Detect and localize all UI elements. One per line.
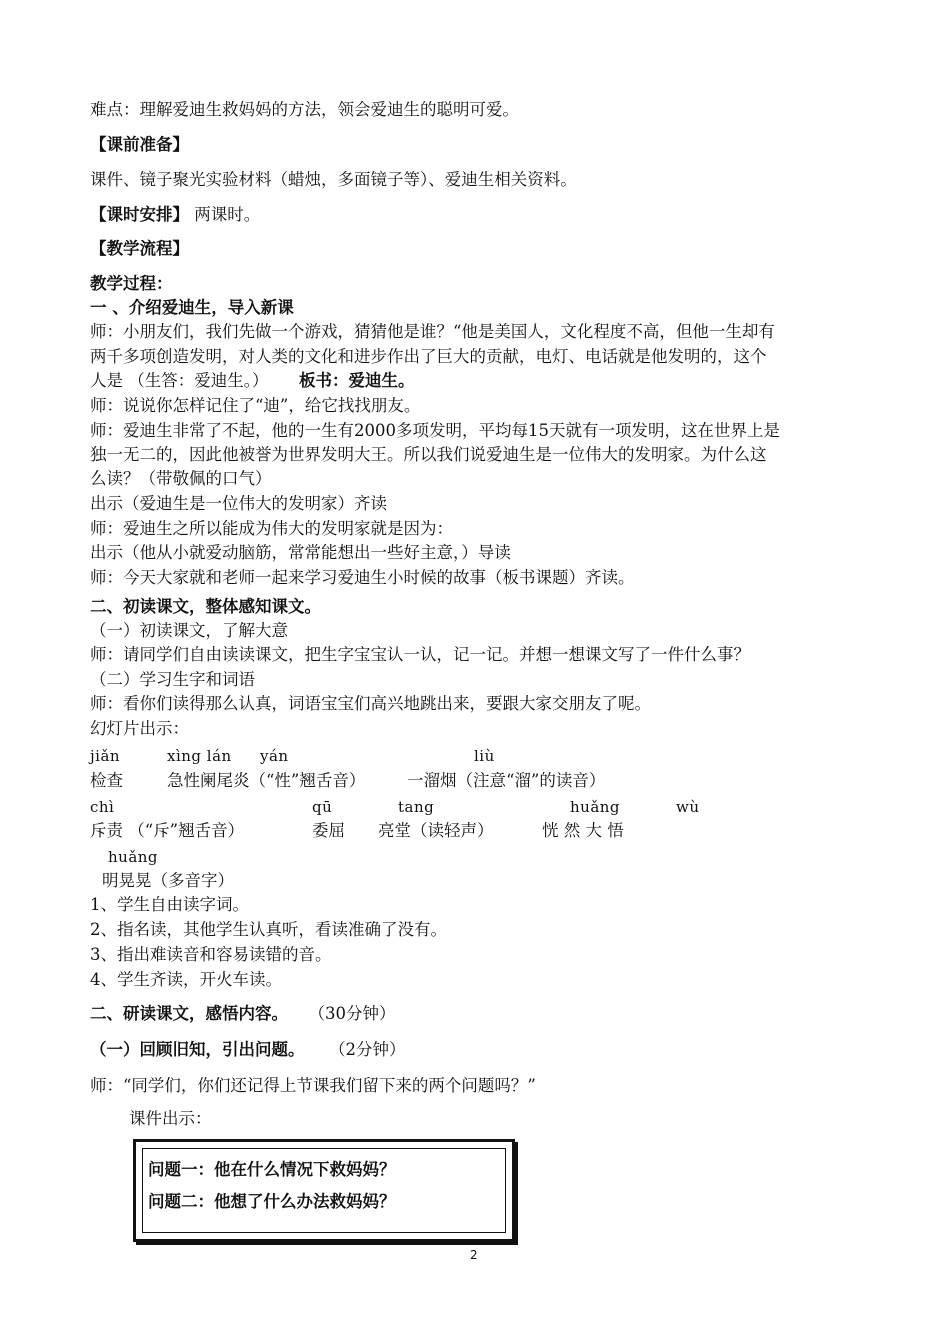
vocab-word: 明晃晃（多音字）	[102, 871, 234, 890]
schedule-heading: 【课时安排】	[90, 205, 189, 224]
vocab-word: 斥责 （“斥”翘舌音）	[90, 821, 245, 840]
vocab-row	[90, 770, 605, 792]
step-item: 4、学生齐读，开火车读。	[90, 970, 282, 989]
question-box	[133, 1139, 515, 1242]
pinyin: wù	[676, 798, 700, 816]
vocab-word: 委屈	[312, 821, 345, 840]
pinyin: tang	[398, 798, 435, 816]
section3-heading-line	[90, 1003, 396, 1025]
text-line	[90, 370, 415, 392]
pinyin: yán	[260, 747, 289, 765]
text-line: 师：“同学们，你们还记得上节课我们留下来的两个问题吗？”	[90, 1076, 536, 1095]
step-item: 1、学生自由读字词。	[90, 895, 249, 914]
question-item: 问题二：他想了什么办法救妈妈？	[148, 1192, 396, 1211]
pinyin: huǎng	[570, 798, 621, 816]
text-line: 么读？（带敬佩的口气）	[90, 469, 272, 488]
pinyin: liù	[474, 747, 495, 765]
text-line: 师：爱迪生非常了不起，他的一生有2000多项发明，平均每15天就有一项发明，这在世界上是	[90, 421, 780, 440]
text-line: 师：小朋友们，我们先做一个游戏，猜猜他是谁？“他是美国人，文化程度不高，但他一生却有	[90, 322, 775, 341]
text-line: 两千多项创造发明，对人类的文化和进步作出了巨大的贡献，电灯、电话就是他发明的，这个	[90, 347, 767, 366]
section3-time: （30分钟）	[308, 1004, 396, 1023]
vocab-word: 亮堂（读轻声）	[378, 821, 494, 840]
text-line: 出示（爱迪生是一位伟大的发明家）齐读	[90, 494, 387, 513]
board-note: 板书：爱迪生。	[299, 371, 415, 390]
vocab-word: 恍 然 大 悟	[542, 821, 624, 840]
prep-text: 课件、镜子聚光实验材料（蜡烛，多面镜子等）、爱迪生相关资料。	[90, 170, 577, 189]
subsection3-heading: （一）回顾旧知，引出问题。	[90, 1040, 305, 1059]
question-item: 问题一：他在什么情况下救妈妈？	[148, 1160, 396, 1179]
subsection3-line	[90, 1039, 406, 1061]
difficulty-line: 难点：理解爱迪生救妈妈的方法，领会爱迪生的聪明可爱。	[90, 100, 519, 119]
vocab-word: 检查	[90, 771, 123, 790]
pinyin: qū	[312, 798, 333, 816]
schedule-text: 两课时。	[194, 205, 261, 224]
vocab-row	[90, 820, 624, 842]
subsection3-time: （2分钟）	[329, 1040, 406, 1059]
subsection-heading: （一）初读课文，了解大意	[90, 621, 288, 640]
pinyin: chì	[90, 798, 115, 816]
pinyin: huǎng	[108, 848, 159, 866]
pinyin: jiǎn	[90, 747, 121, 765]
step-item: 2、指名读，其他学生认真听，看读准确了没有。	[90, 920, 447, 939]
text-line: 师：爱迪生之所以能成为伟大的发明家就是因为：	[90, 519, 453, 538]
section1-heading: 一 、介绍爱迪生，导入新课	[90, 298, 294, 317]
vocab-word: 一溜烟（注意“溜”的读音）	[407, 771, 606, 790]
subsection-heading: （二）学习生字和词语	[90, 670, 255, 689]
courseware-label: 课件出示：	[129, 1109, 212, 1128]
text-line: 师：今天大家就和老师一起来学习爱迪生小时候的故事（板书课题）齐读。	[90, 568, 635, 587]
text-line: 师：看你们读得那么认真，词语宝宝们高兴地跳出来，要跟大家交朋友了呢。	[90, 694, 651, 713]
flow-heading: 【教学流程】	[90, 239, 189, 258]
process-heading: 教学过程：	[90, 274, 173, 293]
prep-heading: 【课前准备】	[90, 135, 189, 154]
schedule-line	[90, 204, 260, 226]
text-line: 师：请同学们自由读读课文，把生字宝宝认一认，记一记。并想一想课文写了一件什么事？	[90, 645, 750, 664]
pinyin-row	[90, 745, 495, 767]
student-answer: 人是 （生答：爱迪生。）	[90, 371, 269, 390]
section3-heading: 二、研读课文，感悟内容。	[90, 1004, 288, 1023]
text-line: 幻灯片出示：	[90, 719, 189, 738]
text-line: 出示（他从小就爱动脑筋，常常能想出一些好主意，）导读	[90, 543, 511, 562]
section2-heading: 二、初读课文，整体感知课文。	[90, 597, 321, 616]
vocab-word: 急性阑尾炎（“性”翘舌音）	[167, 771, 366, 790]
text-line: 独一无二的，因此他被誉为世界发明大王。所以我们说爱迪生是一位伟大的发明家。为什么这	[90, 445, 767, 464]
text-line: 师：说说你怎样记住了“迪”，给它找找朋友。	[90, 396, 421, 415]
pinyin-row	[90, 796, 700, 818]
step-item: 3、指出难读音和容易读错的音。	[90, 945, 332, 964]
page-number: 2	[470, 1248, 478, 1262]
pinyin: xìng lán	[167, 747, 232, 765]
